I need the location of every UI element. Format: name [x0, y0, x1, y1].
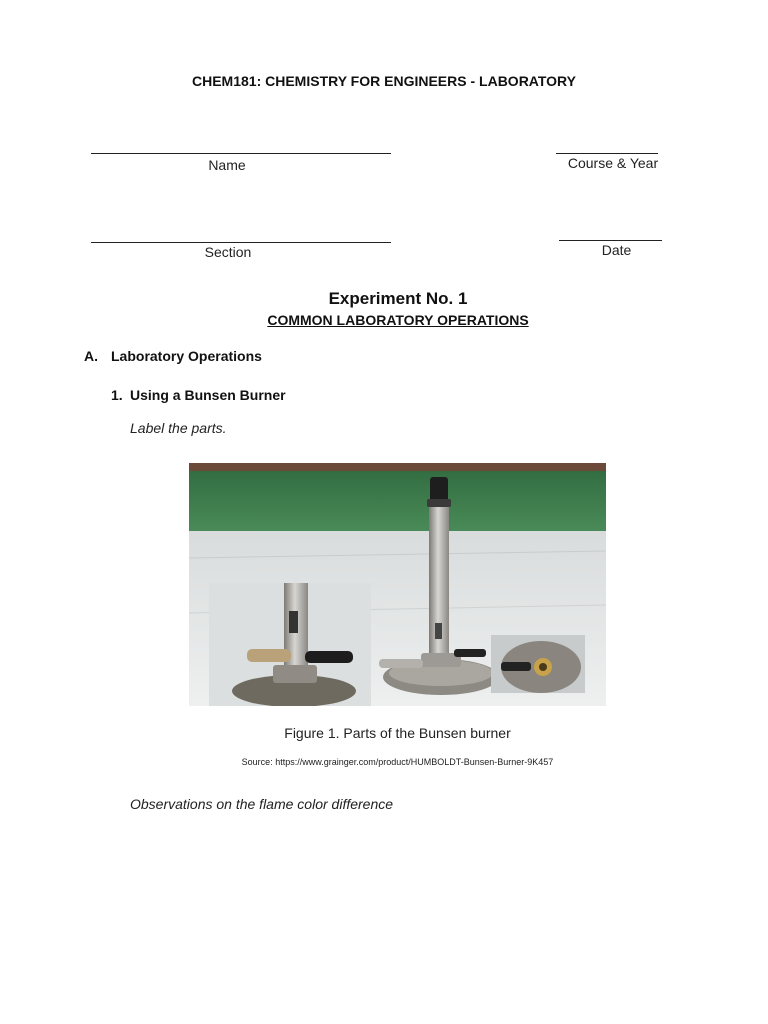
course-year-line	[556, 153, 658, 154]
experiment-subtitle: COMMON LABORATORY OPERATIONS	[267, 312, 529, 328]
name-line	[91, 153, 391, 154]
label-instruction: Label the parts.	[130, 420, 227, 436]
course-year-label: Course & Year	[567, 155, 659, 171]
item-1-title: Using a Bunsen Burner	[130, 387, 286, 403]
name-label: Name	[208, 157, 246, 173]
section-a-title: Laboratory Operations	[111, 348, 262, 364]
figure-caption: Figure 1. Parts of the Bunsen burner	[284, 725, 511, 741]
figure-source: Source: https://www.grainger.com/product/HUMBOLDT-Bunsen-Burner-9K457	[241, 757, 554, 767]
item-1-number: 1.	[111, 387, 123, 403]
bunsen-burner-illustration	[189, 463, 606, 706]
bunsen-burner-photo	[189, 463, 606, 706]
course-title: CHEM181: CHEMISTRY FOR ENGINEERS - LABORATORY	[191, 73, 576, 89]
section-a-letter: A.	[84, 348, 98, 364]
observations-prompt: Observations on the flame color difference	[130, 796, 394, 812]
date-label: Date	[601, 242, 632, 258]
section-line	[91, 242, 391, 243]
experiment-title: Experiment No. 1	[328, 289, 468, 308]
section-label: Section	[204, 244, 252, 260]
date-line	[559, 240, 662, 241]
